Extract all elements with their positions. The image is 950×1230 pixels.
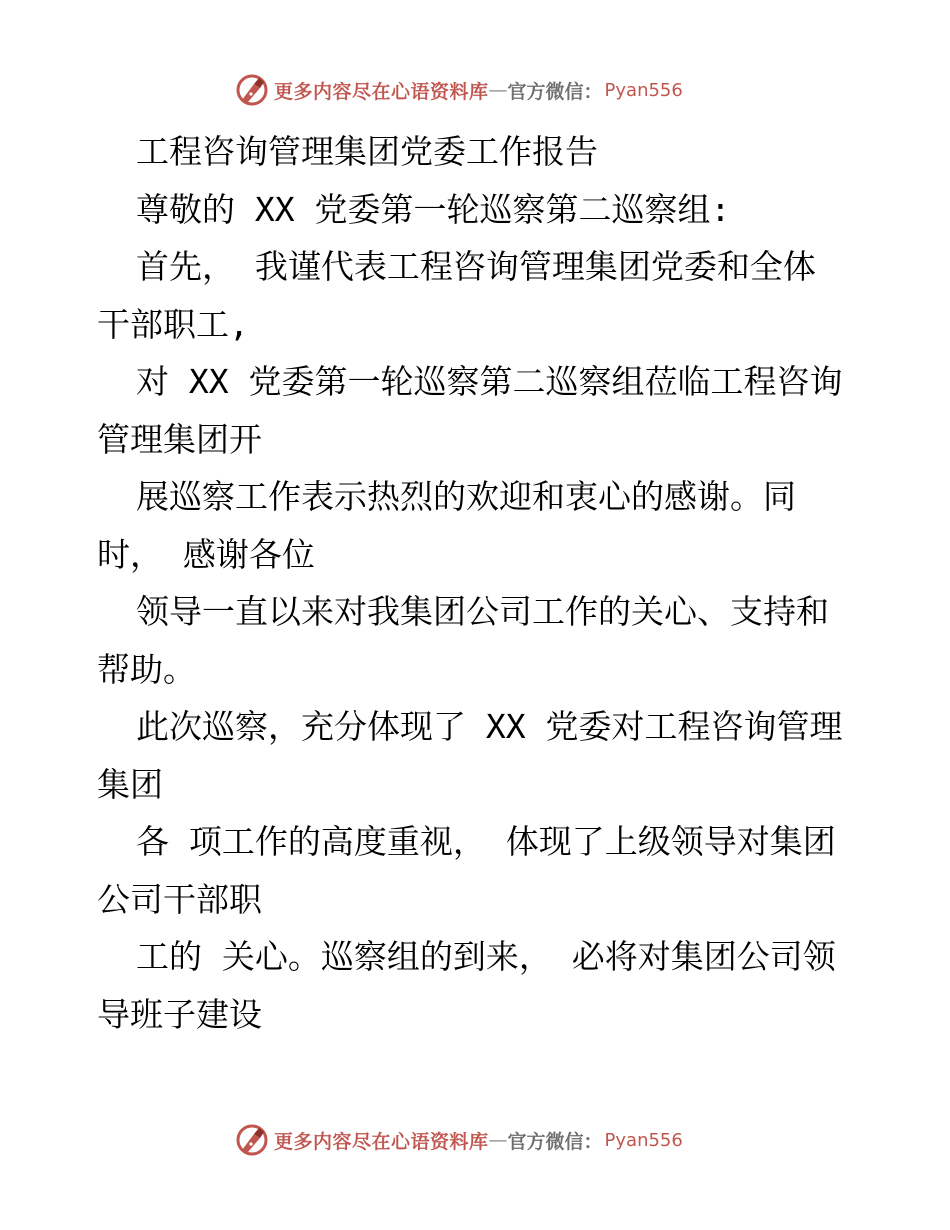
body-line: 此次巡察，充分体现了 XX 党委对工程咨询管理 [136, 707, 843, 746]
body-line: 帮助。 [97, 649, 196, 689]
pen-nib-logo-icon [234, 72, 270, 108]
body-line: 展巡察工作表示热烈的欢迎和衷心的感谢。同 [136, 477, 796, 516]
watermark-separator: — [488, 79, 508, 101]
document-body [97, 123, 857, 1043]
body-line: 导班子建设 [97, 994, 262, 1034]
watermark-main-text: 更多内容尽在心语资料库 [274, 1130, 489, 1153]
pen-nib-logo-icon [234, 1122, 270, 1158]
body-line: 集团 [97, 764, 163, 804]
body-line: 领导一直以来对我集团公司工作的关心、支持和 [136, 592, 829, 631]
body-line: 干部职工, [97, 304, 249, 344]
body-line: 各 项工作的高度重视， 体现了上级领导对集团 [136, 822, 836, 861]
body-line: 工的 关心。巡察组的到来， 必将对集团公司领 [136, 937, 836, 976]
watermark-banner-top [234, 70, 754, 110]
watermark-separator: — [488, 1129, 508, 1151]
watermark-label: 官方微信： [507, 1130, 603, 1153]
watermark-main-text: 更多内容尽在心语资料库 [274, 80, 489, 103]
watermark-label: 官方微信： [507, 80, 603, 103]
body-line: 对 XX 党委第一轮巡察第二巡察组莅临工程咨询 [136, 362, 843, 401]
watermark-banner-bottom [234, 1120, 754, 1160]
body-line: 时， 感谢各位 [97, 534, 315, 574]
document-title: 工程咨询管理集团党委工作报告 [136, 132, 598, 171]
body-line: 首先， 我谨代表工程咨询管理集团党委和全体 [136, 247, 816, 286]
body-line: 公司干部职 [97, 879, 262, 919]
watermark-wechat-id: Pyan556 [604, 79, 683, 101]
watermark-wechat-id: Pyan556 [604, 1129, 683, 1151]
body-line: 管理集团开 [97, 419, 262, 459]
body-line: 尊敬的 XX 党委第一轮巡察第二巡察组: [136, 189, 731, 229]
